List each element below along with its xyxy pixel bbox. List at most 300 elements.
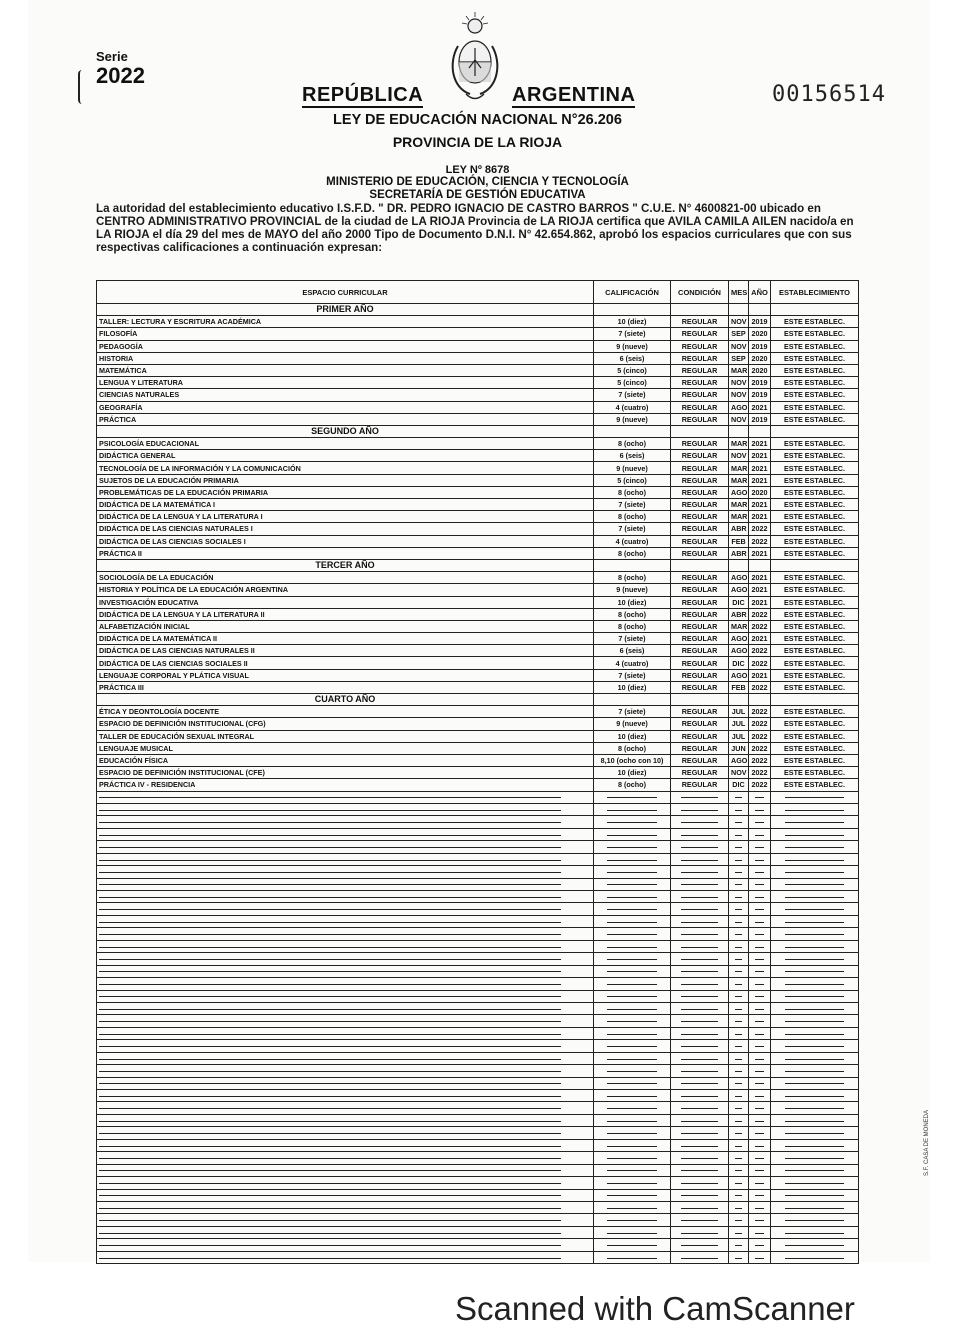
section-title-empty-cell	[594, 304, 671, 316]
blank-cell	[97, 816, 594, 828]
cancel-line	[99, 1220, 561, 1221]
section-title: CUARTO AÑO	[97, 694, 594, 706]
blank-cell	[671, 1002, 729, 1014]
cancel-line	[755, 872, 764, 873]
cancel-line	[607, 1046, 657, 1047]
blank-cell	[749, 1052, 771, 1064]
cell-mes: MAR	[729, 620, 749, 632]
cancel-line	[607, 959, 657, 960]
cancel-line	[99, 1083, 561, 1084]
cancel-line	[785, 810, 843, 811]
blank-row	[97, 1177, 859, 1189]
cell-calificacion: 10 (diez)	[594, 767, 671, 779]
cell-mes: NOV	[729, 767, 749, 779]
blank-cell	[671, 1015, 729, 1027]
cell-mes: SEP	[729, 328, 749, 340]
cancel-line	[755, 1133, 764, 1134]
blank-cell	[671, 953, 729, 965]
cell-anio: 2022	[749, 657, 771, 669]
cancel-line	[607, 1146, 657, 1147]
cancel-line	[99, 947, 561, 948]
blank-cell	[749, 791, 771, 803]
cell-establecimiento: ESTE ESTABLEC.	[771, 681, 859, 693]
blank-cell	[729, 1090, 749, 1102]
table-row	[97, 645, 859, 657]
cell-anio: 2020	[749, 364, 771, 376]
cell-mes: AGO	[729, 584, 749, 596]
blank-cell	[771, 1201, 859, 1213]
blank-cell	[594, 1052, 671, 1064]
cell-espacio: DIDÁCTICA DE LAS CIENCIAS NATURALES II	[97, 645, 594, 657]
section-title-row	[97, 559, 859, 571]
blank-cell	[771, 878, 859, 890]
cell-espacio: EDUCACIÓN FÍSICA	[97, 754, 594, 766]
cell-condicion: REGULAR	[671, 547, 729, 559]
blank-cell	[594, 1189, 671, 1201]
cancel-line	[607, 822, 657, 823]
cancel-line	[755, 1121, 764, 1122]
cancel-line	[735, 884, 743, 885]
cell-calificacion: 5 (cinco)	[594, 377, 671, 389]
table-row	[97, 742, 859, 754]
cancel-line	[99, 1009, 561, 1010]
cell-anio: 2020	[749, 486, 771, 498]
blank-cell	[97, 1052, 594, 1064]
blank-cell	[594, 1251, 671, 1263]
cancel-line	[785, 1195, 843, 1196]
cancel-line	[755, 1071, 764, 1072]
cancel-line	[735, 1245, 743, 1246]
cell-espacio: LENGUAJE MUSICAL	[97, 742, 594, 754]
blank-cell	[594, 791, 671, 803]
blank-cell	[97, 1015, 594, 1027]
cell-calificacion: 8 (ocho)	[594, 486, 671, 498]
cancel-line	[735, 934, 743, 935]
cell-espacio: DIDÁCTICA DE LA LENGUA Y LA LITERATURA II	[97, 608, 594, 620]
blank-cell	[749, 915, 771, 927]
cell-anio: 2019	[749, 389, 771, 401]
blank-cell	[749, 1189, 771, 1201]
blank-cell	[771, 940, 859, 952]
blank-cell	[749, 1077, 771, 1089]
cell-calificacion: 8 (ocho)	[594, 779, 671, 791]
blank-cell	[729, 1065, 749, 1077]
cancel-line	[735, 797, 743, 798]
blank-cell	[671, 1077, 729, 1089]
blank-cell	[729, 1015, 749, 1027]
blank-cell	[97, 1189, 594, 1201]
blank-cell	[749, 828, 771, 840]
cancel-line	[99, 835, 561, 836]
cancel-line	[681, 797, 718, 798]
blank-cell	[771, 891, 859, 903]
cell-mes: DIC	[729, 779, 749, 791]
table-row	[97, 730, 859, 742]
cancel-line	[607, 1158, 657, 1159]
cancel-line	[607, 1233, 657, 1234]
cancel-line	[735, 1183, 743, 1184]
cell-espacio: ALFABETIZACIÓN INICIAL	[97, 620, 594, 632]
blank-cell	[594, 1164, 671, 1176]
cancel-line	[785, 947, 843, 948]
cancel-line	[755, 971, 764, 972]
cell-espacio: PEDAGOGÍA	[97, 340, 594, 352]
cancel-line	[607, 922, 657, 923]
blank-row	[97, 1214, 859, 1226]
table-row	[97, 547, 859, 559]
header-calificacion: CALIFICACIÓN	[594, 281, 671, 304]
cell-calificacion: 8 (ocho)	[594, 511, 671, 523]
blank-cell	[671, 915, 729, 927]
blank-cell	[594, 1077, 671, 1089]
blank-cell	[749, 953, 771, 965]
cancel-line	[735, 1208, 743, 1209]
cancel-line	[607, 1170, 657, 1171]
cancel-line	[735, 959, 743, 960]
blank-cell	[771, 828, 859, 840]
cancel-line	[99, 1021, 561, 1022]
cancel-line	[607, 1021, 657, 1022]
blank-cell	[594, 1065, 671, 1077]
cell-establecimiento: ESTE ESTABLEC.	[771, 779, 859, 791]
cell-mes: ABR	[729, 608, 749, 620]
blank-cell	[749, 940, 771, 952]
cancel-line	[785, 1258, 843, 1259]
cancel-line	[607, 1258, 657, 1259]
blank-cell	[671, 1114, 729, 1126]
blank-cell	[729, 791, 749, 803]
cancel-line	[681, 1096, 718, 1097]
blank-cell	[771, 990, 859, 1002]
section-title-empty-cell	[594, 694, 671, 706]
cell-establecimiento: ESTE ESTABLEC.	[771, 328, 859, 340]
blank-cell	[594, 878, 671, 890]
cancel-line	[755, 1220, 764, 1221]
cell-mes: JUN	[729, 742, 749, 754]
cell-espacio: PRÁCTICA	[97, 413, 594, 425]
blank-cell	[594, 1139, 671, 1151]
blank-cell	[594, 978, 671, 990]
blank-cell	[729, 1040, 749, 1052]
blank-row	[97, 1027, 859, 1039]
blank-cell	[671, 1214, 729, 1226]
cell-anio: 2022	[749, 754, 771, 766]
cancel-line	[681, 884, 718, 885]
cell-establecimiento: ESTE ESTABLEC.	[771, 742, 859, 754]
blank-cell	[671, 1090, 729, 1102]
section-title-empty-cell	[771, 694, 859, 706]
cancel-line	[755, 1083, 764, 1084]
cancel-line	[607, 1096, 657, 1097]
table-row	[97, 389, 859, 401]
header-anio: AÑO	[749, 281, 771, 304]
cell-establecimiento: ESTE ESTABLEC.	[771, 535, 859, 547]
cancel-line	[755, 947, 764, 948]
cancel-line	[785, 1071, 843, 1072]
table-row	[97, 620, 859, 632]
blank-cell	[729, 878, 749, 890]
blank-cell	[749, 1214, 771, 1226]
blank-cell	[97, 828, 594, 840]
cell-condicion: REGULAR	[671, 633, 729, 645]
cancel-line	[607, 984, 657, 985]
blank-cell	[771, 1027, 859, 1039]
blank-row	[97, 803, 859, 815]
blank-row	[97, 816, 859, 828]
blank-row	[97, 1102, 859, 1114]
blank-cell	[97, 1226, 594, 1238]
cell-espacio: TECNOLOGÍA DE LA INFORMACIÓN Y LA COMUNICACIÓN	[97, 462, 594, 474]
cancel-line	[785, 1233, 843, 1234]
blank-cell	[594, 891, 671, 903]
cell-mes: AGO	[729, 572, 749, 584]
blank-cell	[97, 1102, 594, 1114]
blank-cell	[729, 1214, 749, 1226]
blank-cell	[97, 803, 594, 815]
cell-condicion: REGULAR	[671, 535, 729, 547]
cancel-line	[735, 1034, 743, 1035]
blank-cell	[97, 878, 594, 890]
blank-cell	[729, 1139, 749, 1151]
cancel-line	[735, 1170, 743, 1171]
table-row	[97, 352, 859, 364]
cancel-line	[681, 1158, 718, 1159]
cancel-line	[99, 1208, 561, 1209]
cell-mes: ABR	[729, 547, 749, 559]
cell-condicion: REGULAR	[671, 681, 729, 693]
blank-cell	[594, 1201, 671, 1213]
cancel-line	[681, 860, 718, 861]
blank-cell	[97, 1251, 594, 1263]
cell-mes: AGO	[729, 486, 749, 498]
cell-establecimiento: ESTE ESTABLEC.	[771, 511, 859, 523]
blank-row	[97, 1226, 859, 1238]
cell-establecimiento: ESTE ESTABLEC.	[771, 316, 859, 328]
cell-condicion: REGULAR	[671, 596, 729, 608]
cell-mes: JUL	[729, 718, 749, 730]
cancel-line	[681, 1233, 718, 1234]
blank-cell	[671, 1065, 729, 1077]
cell-condicion: REGULAR	[671, 511, 729, 523]
cell-condicion: REGULAR	[671, 328, 729, 340]
blank-cell	[594, 965, 671, 977]
blank-cell	[671, 1177, 729, 1189]
blank-cell	[749, 841, 771, 853]
blank-cell	[729, 1226, 749, 1238]
cell-espacio: PRÁCTICA IV - RESIDENCIA	[97, 779, 594, 791]
blank-cell	[97, 853, 594, 865]
cancel-line	[607, 1195, 657, 1196]
cancel-line	[99, 996, 561, 997]
grades-body	[97, 304, 859, 1264]
cancel-line	[99, 872, 561, 873]
cell-anio: 2022	[749, 742, 771, 754]
blank-cell	[771, 1214, 859, 1226]
cell-condicion: REGULAR	[671, 316, 729, 328]
cancel-line	[681, 971, 718, 972]
cancel-line	[735, 1258, 743, 1259]
cancel-line	[735, 1133, 743, 1134]
table-row	[97, 608, 859, 620]
cancel-line	[735, 897, 743, 898]
cancel-line	[681, 1009, 718, 1010]
serie-label: Serie	[96, 49, 128, 64]
blank-cell	[594, 903, 671, 915]
blank-cell	[729, 1127, 749, 1139]
blank-cell	[771, 1152, 859, 1164]
cancel-line	[755, 1059, 764, 1060]
cancel-line	[785, 847, 843, 848]
header-establecimiento: ESTABLECIMIENTO	[771, 281, 859, 304]
cell-establecimiento: ESTE ESTABLEC.	[771, 486, 859, 498]
table-row	[97, 364, 859, 376]
cell-mes: SEP	[729, 352, 749, 364]
cell-condicion: REGULAR	[671, 754, 729, 766]
blank-cell	[594, 915, 671, 927]
cancel-line	[681, 1071, 718, 1072]
blank-cell	[749, 878, 771, 890]
cancel-line	[681, 1083, 718, 1084]
cell-condicion: REGULAR	[671, 706, 729, 718]
blank-cell	[97, 928, 594, 940]
cancel-line	[607, 934, 657, 935]
blank-cell	[729, 1152, 749, 1164]
blank-cell	[749, 1226, 771, 1238]
cancel-line	[681, 947, 718, 948]
cancel-line	[99, 1059, 561, 1060]
camscanner-watermark: Scanned with CamScanner	[455, 1290, 855, 1327]
cell-mes: NOV	[729, 377, 749, 389]
table-row	[97, 401, 859, 413]
cancel-line	[607, 1071, 657, 1072]
cell-calificacion: 7 (siete)	[594, 389, 671, 401]
cancel-line	[785, 1146, 843, 1147]
cancel-line	[785, 909, 843, 910]
cell-anio: 2022	[749, 706, 771, 718]
cancel-line	[607, 1220, 657, 1221]
blank-cell	[594, 841, 671, 853]
national-coat-of-arms-icon	[444, 8, 506, 108]
certification-paragraph: La autoridad del establecimiento educativo I.S.F.D. " DR. PEDRO IGNACIO DE CASTRO BARROS " C.U.E. N° 4600821-00 ubicado en CENTRO ADMINISTRATIVO PROVINCIAL de la ciudad de LA RIOJA Provincia de LA RIOJA certifica que AVILA CAMILA AILEN nacido/a en LA RIOJA el día 29 del mes de MAYO del año 2000 Tipo de Documento D.N.I. N° 42.654.862, aprobó los espacios curriculares que con sus respectivas calificaciones a continuación expresan:	[96, 202, 854, 254]
cancel-line	[735, 872, 743, 873]
cancel-line	[785, 860, 843, 861]
cell-establecimiento: ESTE ESTABLEC.	[771, 413, 859, 425]
blank-cell	[671, 1251, 729, 1263]
cell-condicion: REGULAR	[671, 438, 729, 450]
section-title-empty-cell	[749, 694, 771, 706]
cell-anio: 2021	[749, 474, 771, 486]
table-row	[97, 584, 859, 596]
blank-cell	[97, 1239, 594, 1251]
cancel-line	[785, 984, 843, 985]
blank-cell	[771, 903, 859, 915]
blank-row	[97, 1152, 859, 1164]
blank-cell	[749, 965, 771, 977]
blank-cell	[594, 1177, 671, 1189]
cell-espacio: PSICOLOGÍA EDUCACIONAL	[97, 438, 594, 450]
blank-row	[97, 891, 859, 903]
cancel-line	[755, 934, 764, 935]
cancel-line	[681, 1220, 718, 1221]
cancel-line	[755, 1208, 764, 1209]
blank-cell	[771, 1127, 859, 1139]
cancel-line	[755, 1108, 764, 1109]
cell-establecimiento: ESTE ESTABLEC.	[771, 596, 859, 608]
cancel-line	[607, 909, 657, 910]
cancel-line	[681, 1258, 718, 1259]
cell-anio: 2021	[749, 401, 771, 413]
cell-calificacion: 10 (diez)	[594, 316, 671, 328]
cancel-line	[735, 1121, 743, 1122]
cancel-line	[607, 971, 657, 972]
cell-espacio: SOCIOLOGÍA DE LA EDUCACIÓN	[97, 572, 594, 584]
cell-condicion: REGULAR	[671, 584, 729, 596]
cancel-line	[785, 1121, 843, 1122]
blank-cell	[749, 928, 771, 940]
blank-cell	[671, 940, 729, 952]
blank-row	[97, 928, 859, 940]
cancel-line	[785, 1183, 843, 1184]
cell-espacio: DIDÁCTICA GENERAL	[97, 450, 594, 462]
cancel-line	[607, 884, 657, 885]
blank-cell	[671, 1102, 729, 1114]
cancel-line	[99, 1071, 561, 1072]
cell-calificacion: 9 (nueve)	[594, 718, 671, 730]
blank-cell	[729, 1251, 749, 1263]
provincial-law: LEY Nº 8678	[445, 164, 510, 176]
blank-cell	[671, 828, 729, 840]
header-condicion: CONDICIÓN	[671, 281, 729, 304]
blank-cell	[671, 978, 729, 990]
cell-mes: FEB	[729, 535, 749, 547]
cancel-line	[755, 847, 764, 848]
blank-cell	[771, 965, 859, 977]
cancel-line	[99, 1034, 561, 1035]
blank-cell	[729, 1102, 749, 1114]
blank-row	[97, 1052, 859, 1064]
blank-cell	[749, 816, 771, 828]
blank-row	[97, 878, 859, 890]
blank-row	[97, 1090, 859, 1102]
cell-espacio: PROBLEMÁTICAS DE LA EDUCACIÓN PRIMARIA	[97, 486, 594, 498]
cell-condicion: REGULAR	[671, 730, 729, 742]
blank-cell	[97, 1139, 594, 1151]
blank-cell	[771, 1040, 859, 1052]
blank-cell	[671, 1164, 729, 1176]
section-title-empty-cell	[594, 425, 671, 437]
section-title: TERCER AÑO	[97, 559, 594, 571]
blank-cell	[771, 1239, 859, 1251]
cell-anio: 2021	[749, 572, 771, 584]
blank-cell	[771, 1139, 859, 1151]
cancel-line	[735, 1071, 743, 1072]
cell-establecimiento: ESTE ESTABLEC.	[771, 572, 859, 584]
table-row	[97, 438, 859, 450]
cancel-line	[607, 1034, 657, 1035]
cell-mes: MAR	[729, 438, 749, 450]
cell-anio: 2021	[749, 633, 771, 645]
cancel-line	[607, 847, 657, 848]
cell-calificacion: 7 (siete)	[594, 499, 671, 511]
serial-number: 00156514	[772, 82, 886, 107]
blank-cell	[771, 791, 859, 803]
cell-condicion: REGULAR	[671, 608, 729, 620]
blank-cell	[771, 1226, 859, 1238]
blank-row	[97, 1002, 859, 1014]
blank-cell	[671, 965, 729, 977]
cancel-line	[681, 1034, 718, 1035]
cancel-line	[607, 947, 657, 948]
